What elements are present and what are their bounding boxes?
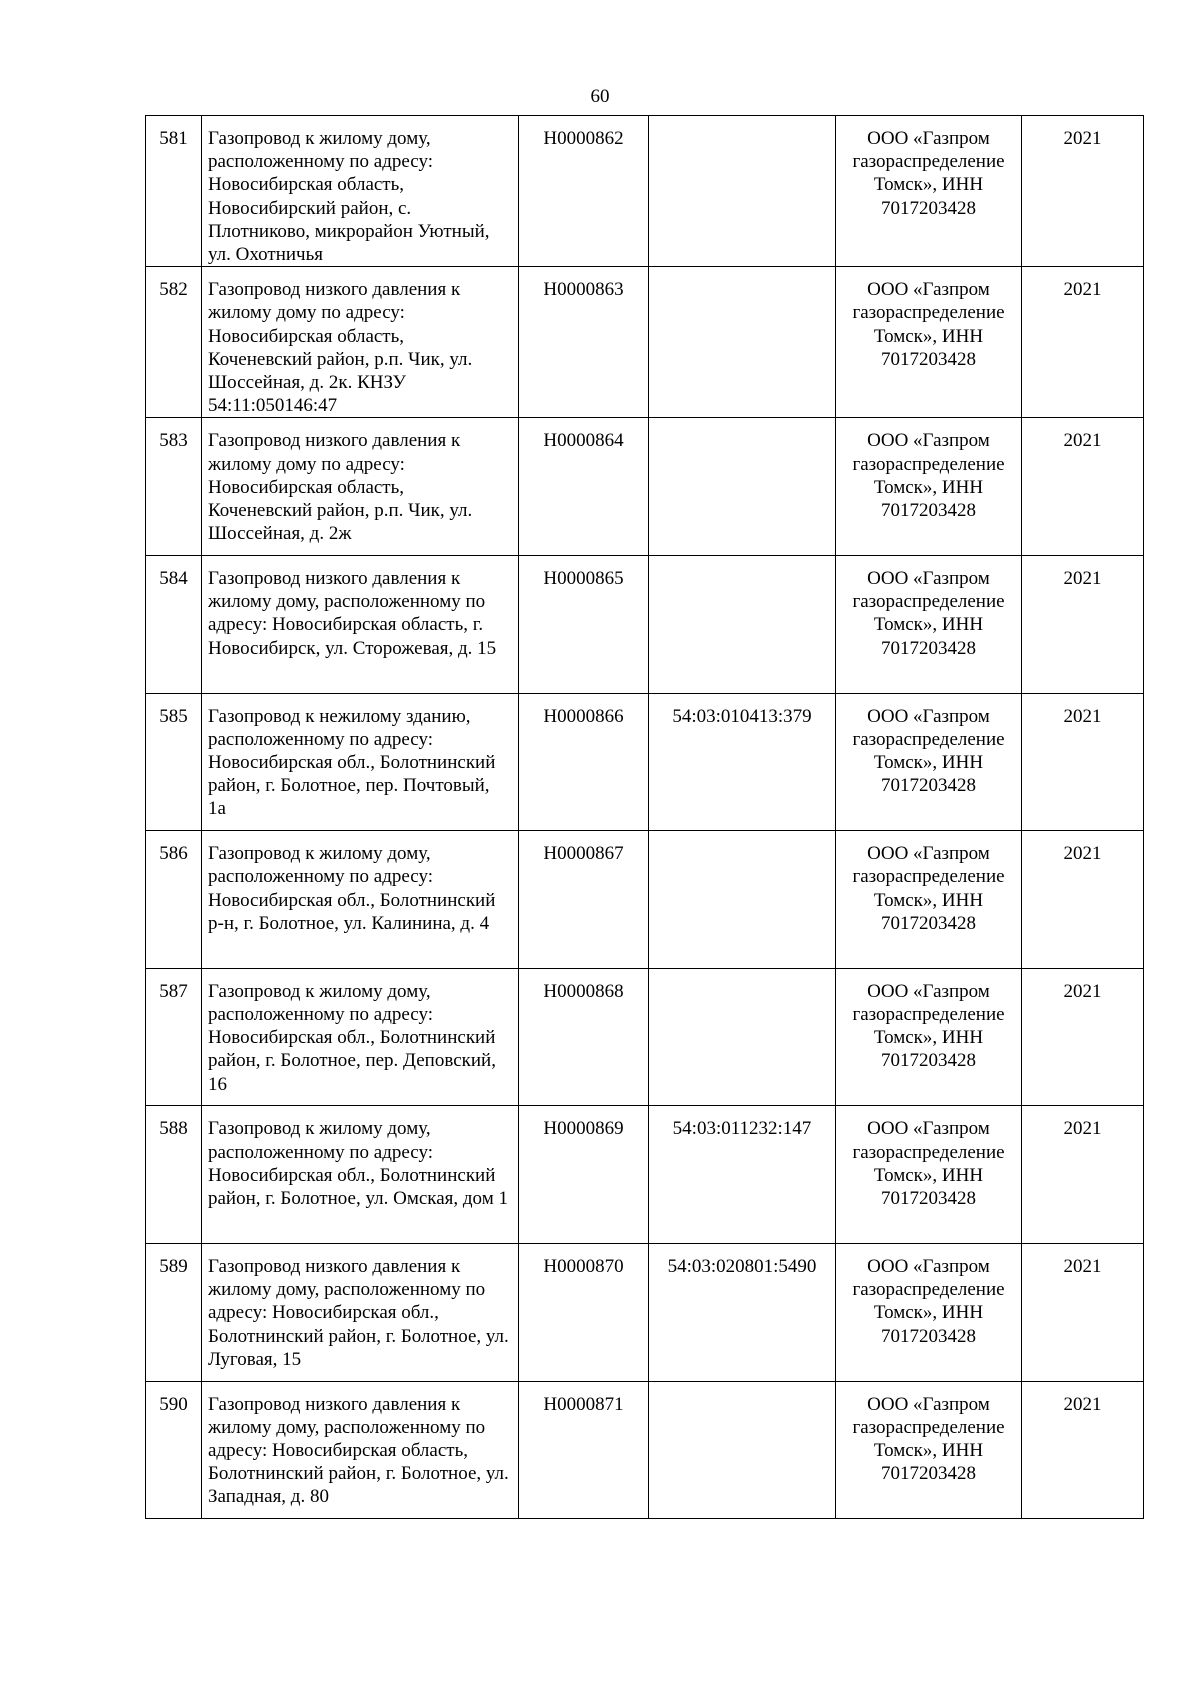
page-number: 60 (590, 86, 610, 107)
row-number: 586 (146, 831, 202, 969)
row-number: 589 (146, 1244, 202, 1382)
row-number: 590 (146, 1381, 202, 1519)
year: 2021 (1022, 693, 1144, 831)
row-number: 581 (146, 116, 202, 267)
table-row (146, 831, 1144, 969)
inventory-number: Н0000862 (519, 116, 649, 267)
inventory-number: Н0000866 (519, 693, 649, 831)
row-number: 585 (146, 693, 202, 831)
year: 2021 (1022, 267, 1144, 418)
cadastral-number (649, 116, 836, 267)
row-number: 588 (146, 1106, 202, 1244)
inventory-number: Н0000865 (519, 556, 649, 694)
year: 2021 (1022, 968, 1144, 1106)
table-row (146, 267, 1144, 418)
table-row (146, 418, 1144, 556)
table-row (146, 968, 1144, 1106)
cadastral-number: 54:03:020801:5490 (649, 1244, 836, 1382)
cadastral-number (649, 556, 836, 694)
row-number: 582 (146, 267, 202, 418)
cadastral-number (649, 1381, 836, 1519)
table-row (146, 1106, 1144, 1244)
object-description: Газопровод к жилому дому, расположенному по адресу: Новосибирская обл., Болотнинский район, г. Болотное, пер. Деповский, 16 (202, 968, 519, 1106)
object-description: Газопровод низкого давления к жилому дому, расположенному по адресу: Новосибирская обл., Болотнинский район, г. Болотное, ул. Луговая, 15 (202, 1244, 519, 1382)
inventory-number: Н0000864 (519, 418, 649, 556)
object-description: Газопровод к жилому дому, расположенному по адресу: Новосибирская обл., Болотнинский район, г. Болотное, ул. Омская, дом 1 (202, 1106, 519, 1244)
year: 2021 (1022, 1381, 1144, 1519)
owner-organization: ООО «Газпром газораспределение Томск», ИНН 7017203428 (836, 556, 1022, 694)
table-row (146, 1381, 1144, 1519)
object-description: Газопровод к жилому дому, расположенному по адресу: Новосибирская обл., Болотнинский р-н, г. Болотное, ул. Калинина, д. 4 (202, 831, 519, 969)
year: 2021 (1022, 1244, 1144, 1382)
object-description: Газопровод низкого давления к жилому дому, расположенному по адресу: Новосибирская область, Болотнинский район, г. Болотное, ул. Западная, д. 80 (202, 1381, 519, 1519)
registry-table (145, 115, 1144, 1519)
row-number: 584 (146, 556, 202, 694)
cadastral-number: 54:03:011232:147 (649, 1106, 836, 1244)
object-description: Газопровод низкого давления к жилому дому по адресу: Новосибирская область, Коченевский район, р.п. Чик, ул. Шоссейная, д. 2ж (202, 418, 519, 556)
year: 2021 (1022, 1106, 1144, 1244)
table-row (146, 693, 1144, 831)
table-row (146, 556, 1144, 694)
owner-organization: ООО «Газпром газораспределение Томск», ИНН 7017203428 (836, 1244, 1022, 1382)
inventory-number: Н0000868 (519, 968, 649, 1106)
inventory-number: Н0000869 (519, 1106, 649, 1244)
object-description: Газопровод низкого давления к жилому дому по адресу: Новосибирская область, Коченевский район, р.п. Чик, ул. Шоссейная, д. 2к. КНЗУ 54:11:050146:47 (202, 267, 519, 418)
object-description: Газопровод низкого давления к жилому дому, расположенному по адресу: Новосибирская область, г. Новосибирск, ул. Сторожевая, д. 15 (202, 556, 519, 694)
cadastral-number (649, 267, 836, 418)
inventory-number: Н0000867 (519, 831, 649, 969)
owner-organization: ООО «Газпром газораспределение Томск», ИНН 7017203428 (836, 116, 1022, 267)
cadastral-number (649, 418, 836, 556)
cadastral-number (649, 968, 836, 1106)
inventory-number: Н0000870 (519, 1244, 649, 1382)
owner-organization: ООО «Газпром газораспределение Томск», ИНН 7017203428 (836, 968, 1022, 1106)
table-row (146, 116, 1144, 267)
table-row (146, 1244, 1144, 1382)
row-number: 587 (146, 968, 202, 1106)
year: 2021 (1022, 831, 1144, 969)
row-number: 583 (146, 418, 202, 556)
inventory-number: Н0000863 (519, 267, 649, 418)
owner-organization: ООО «Газпром газораспределение Томск», ИНН 7017203428 (836, 1106, 1022, 1244)
object-description: Газопровод к жилому дому, расположенному по адресу: Новосибирская область, Новосибирский район, с. Плотниково, микрорайон Уютный, ул. Охотничья (202, 116, 519, 267)
year: 2021 (1022, 116, 1144, 267)
year: 2021 (1022, 418, 1144, 556)
year: 2021 (1022, 556, 1144, 694)
cadastral-number (649, 831, 836, 969)
owner-organization: ООО «Газпром газораспределение Томск», ИНН 7017203428 (836, 831, 1022, 969)
object-description: Газопровод к нежилому зданию, расположенному по адресу: Новосибирская обл., Болотнинский район, г. Болотное, пер. Почтовый, 1а (202, 693, 519, 831)
owner-organization: ООО «Газпром газораспределение Томск», ИНН 7017203428 (836, 267, 1022, 418)
owner-organization: ООО «Газпром газораспределение Томск», ИНН 7017203428 (836, 1381, 1022, 1519)
inventory-number: Н0000871 (519, 1381, 649, 1519)
owner-organization: ООО «Газпром газораспределение Томск», ИНН 7017203428 (836, 693, 1022, 831)
owner-organization: ООО «Газпром газораспределение Томск», ИНН 7017203428 (836, 418, 1022, 556)
cadastral-number: 54:03:010413:379 (649, 693, 836, 831)
